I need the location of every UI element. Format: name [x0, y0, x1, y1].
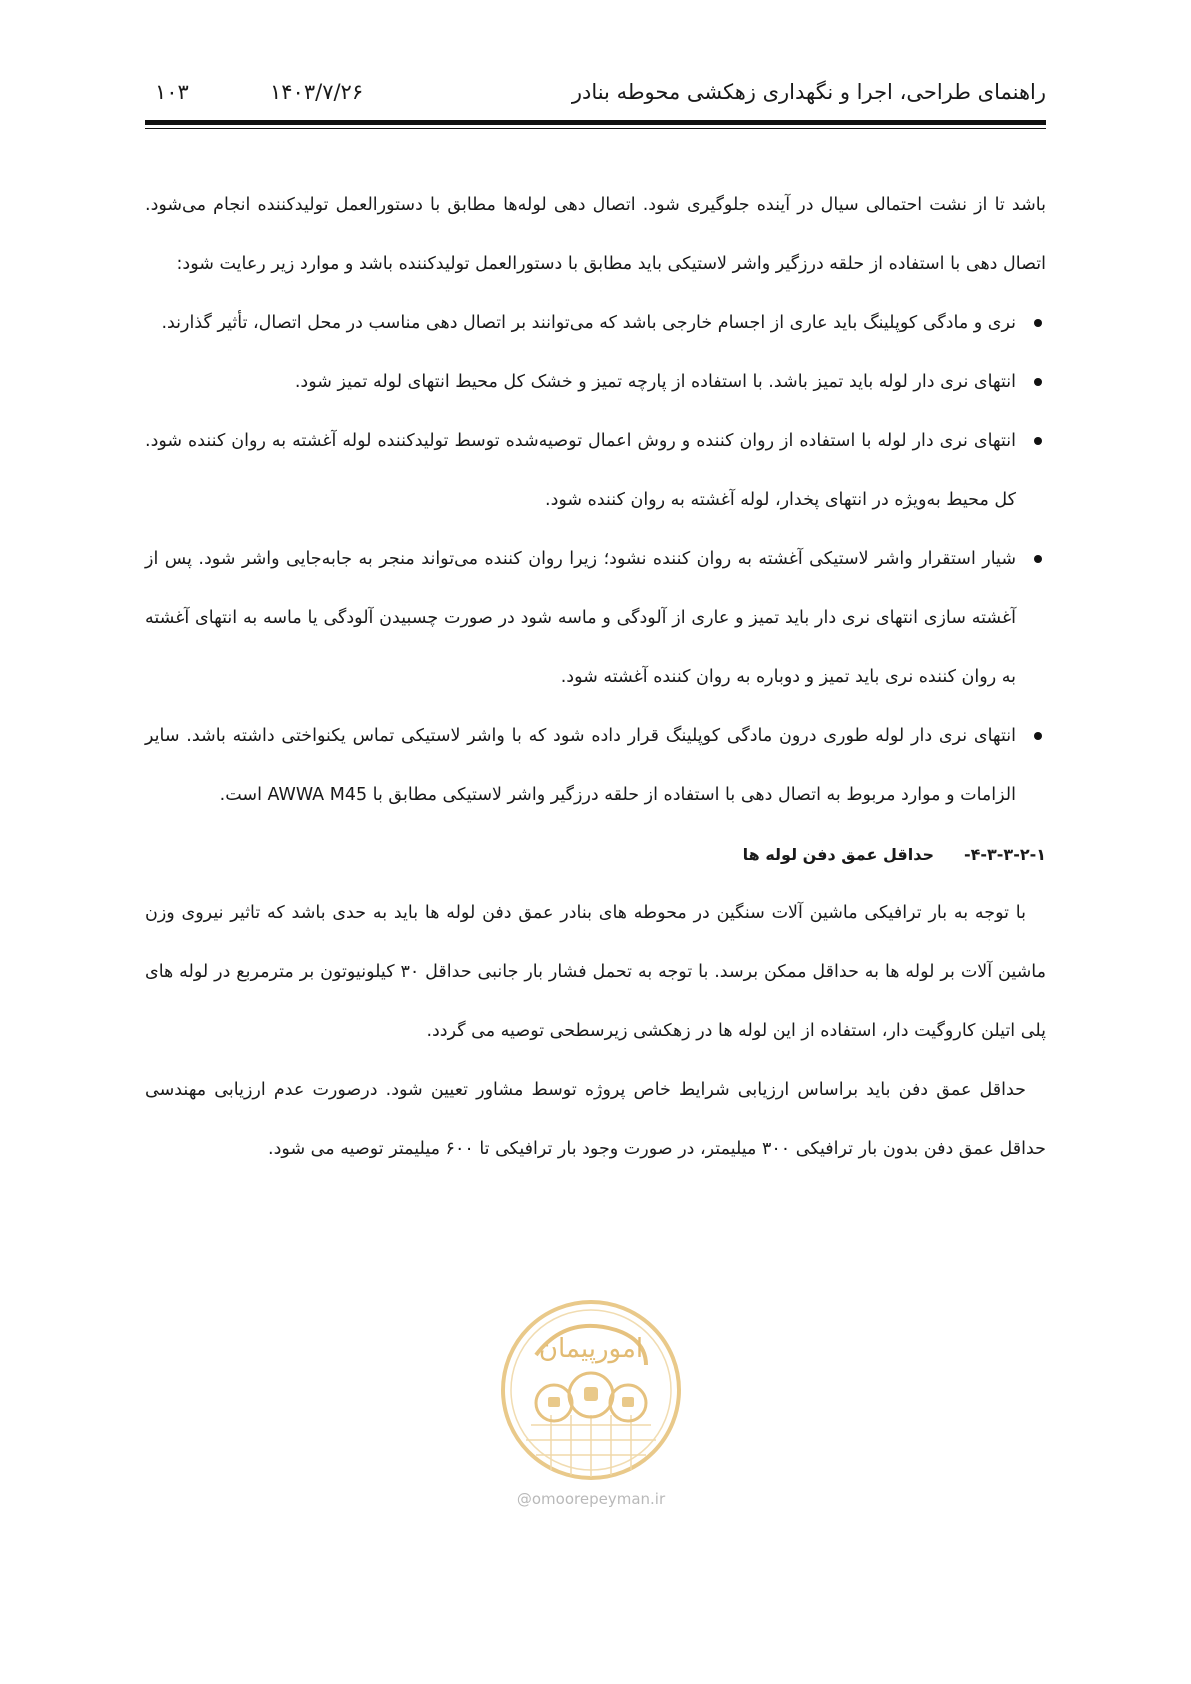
- bullet-icon: [1034, 555, 1042, 563]
- section-title: حداقل عمق دفن لوله ها: [742, 845, 934, 864]
- page-number: ۱۰۳: [155, 80, 189, 104]
- list-item: شیار استقرار واشر لاستیکی آغشته به روان کننده نشود؛ زیرا روان کننده می‌تواند منجر به جابه‌جایی واشر شود. پس از آغشته سازی انتهای نری دار باید تمیز و عاری از آلودگی و ماسه شود در صورت چسبیدن آلودگی یا ماسه به انتهای آغشته به روان کننده نری باید تمیز و دوباره به روان کننده آغشته شود.: [145, 530, 1046, 707]
- list-item: انتهای نری دار لوله باید تمیز باشد. با استفاده از پارچه تمیز و خشک کل محیط انتهای لوله تمیز شود.: [145, 353, 1046, 412]
- bullet-icon: [1034, 732, 1042, 740]
- section-heading: [145, 825, 1046, 884]
- bullet-icon: [1034, 319, 1042, 327]
- list-item: نری و مادگی کوپلینگ باید عاری از اجسام خارجی باشد که می‌توانند بر اتصال دهی مناسب در محل اتصال، تأثیر گذارند.: [145, 294, 1046, 353]
- header-date: ۱۴۰۳/۷/۲۶: [270, 80, 364, 104]
- section-paragraph: حداقل عمق دفن باید براساس ارزیابی شرایط خاص پروژه توسط مشاور تعیین شود. درصورت عدم ارزیابی مهندسی حداقل عمق دفن بدون بار ترافیکی ۳۰۰ میلیمتر، در صورت وجود بار ترافیکی تا ۶۰۰ میلیمتر توصیه می شود.: [145, 1080, 1046, 1159]
- bullet-icon: [1034, 437, 1042, 445]
- watermark: [496, 1295, 686, 1515]
- header-rule-thin: [145, 128, 1046, 129]
- section-paragraph: با توجه به بار ترافیکی ماشین آلات سنگین در محوطه های بنادر عمق دفن لوله ها باید به حدی باشد که تاثیر نیروی وزن ماشین آلات بر لوله ها به حداقل ممکن برسد. با توجه به تحمل فشار بار جانبی حداقل ۳۰ کیلونیوتون بر مترمربع در لوله های پلی اتیلن کاروگیت دار، استفاده از این لوله ها در زهکشی زیرسطحی توصیه می گردد.: [145, 903, 1047, 1041]
- page-content: [145, 176, 1046, 1179]
- header-rule-thick: [145, 120, 1046, 125]
- document-title: راهنمای طراحی، اجرا و نگهداری زهکشی محوطه بنادر: [571, 80, 1046, 104]
- page-header: [145, 74, 1046, 114]
- bullet-list: [145, 294, 1046, 825]
- svg-text:امورپیمان: امورپیمان: [538, 1334, 644, 1364]
- list-item: انتهای نری دار لوله طوری درون مادگی کوپلینگ قرار داده شود که با واشر لاستیکی تماس یکنواختی داشته باشد. سایر الزامات و موارد مربوط به اتصال دهی با استفاده از حلقه درزگیر واشر لاستیکی مطابق با AWWA M45 است.: [145, 707, 1046, 825]
- bullet-icon: [1034, 378, 1042, 386]
- section-number: ۴-۳-۳-۲-۱-: [963, 845, 1046, 864]
- watermark-logo-icon: [496, 1295, 686, 1490]
- intro-paragraph: باشد تا از نشت احتمالی سیال در آینده جلوگیری شود. اتصال دهی لوله‌ها مطابق با دستورالعمل تولیدکننده انجام می‌شود. اتصال دهی با استفاده از حلقه درزگیر واشر لاستیکی باید مطابق با دستورالعمل تولیدکننده باشد و موارد زیر رعایت شود:: [145, 195, 1046, 274]
- list-item: انتهای نری دار لوله با استفاده از روان کننده و روش اعمال توصیه‌شده توسط تولیدکننده لوله آغشته به روان کننده شود. کل محیط به‌ویژه در انتهای پخدار، لوله آغشته به روان کننده شود.: [145, 412, 1046, 530]
- watermark-url: @omoorepeyman.ir: [516, 1490, 666, 1508]
